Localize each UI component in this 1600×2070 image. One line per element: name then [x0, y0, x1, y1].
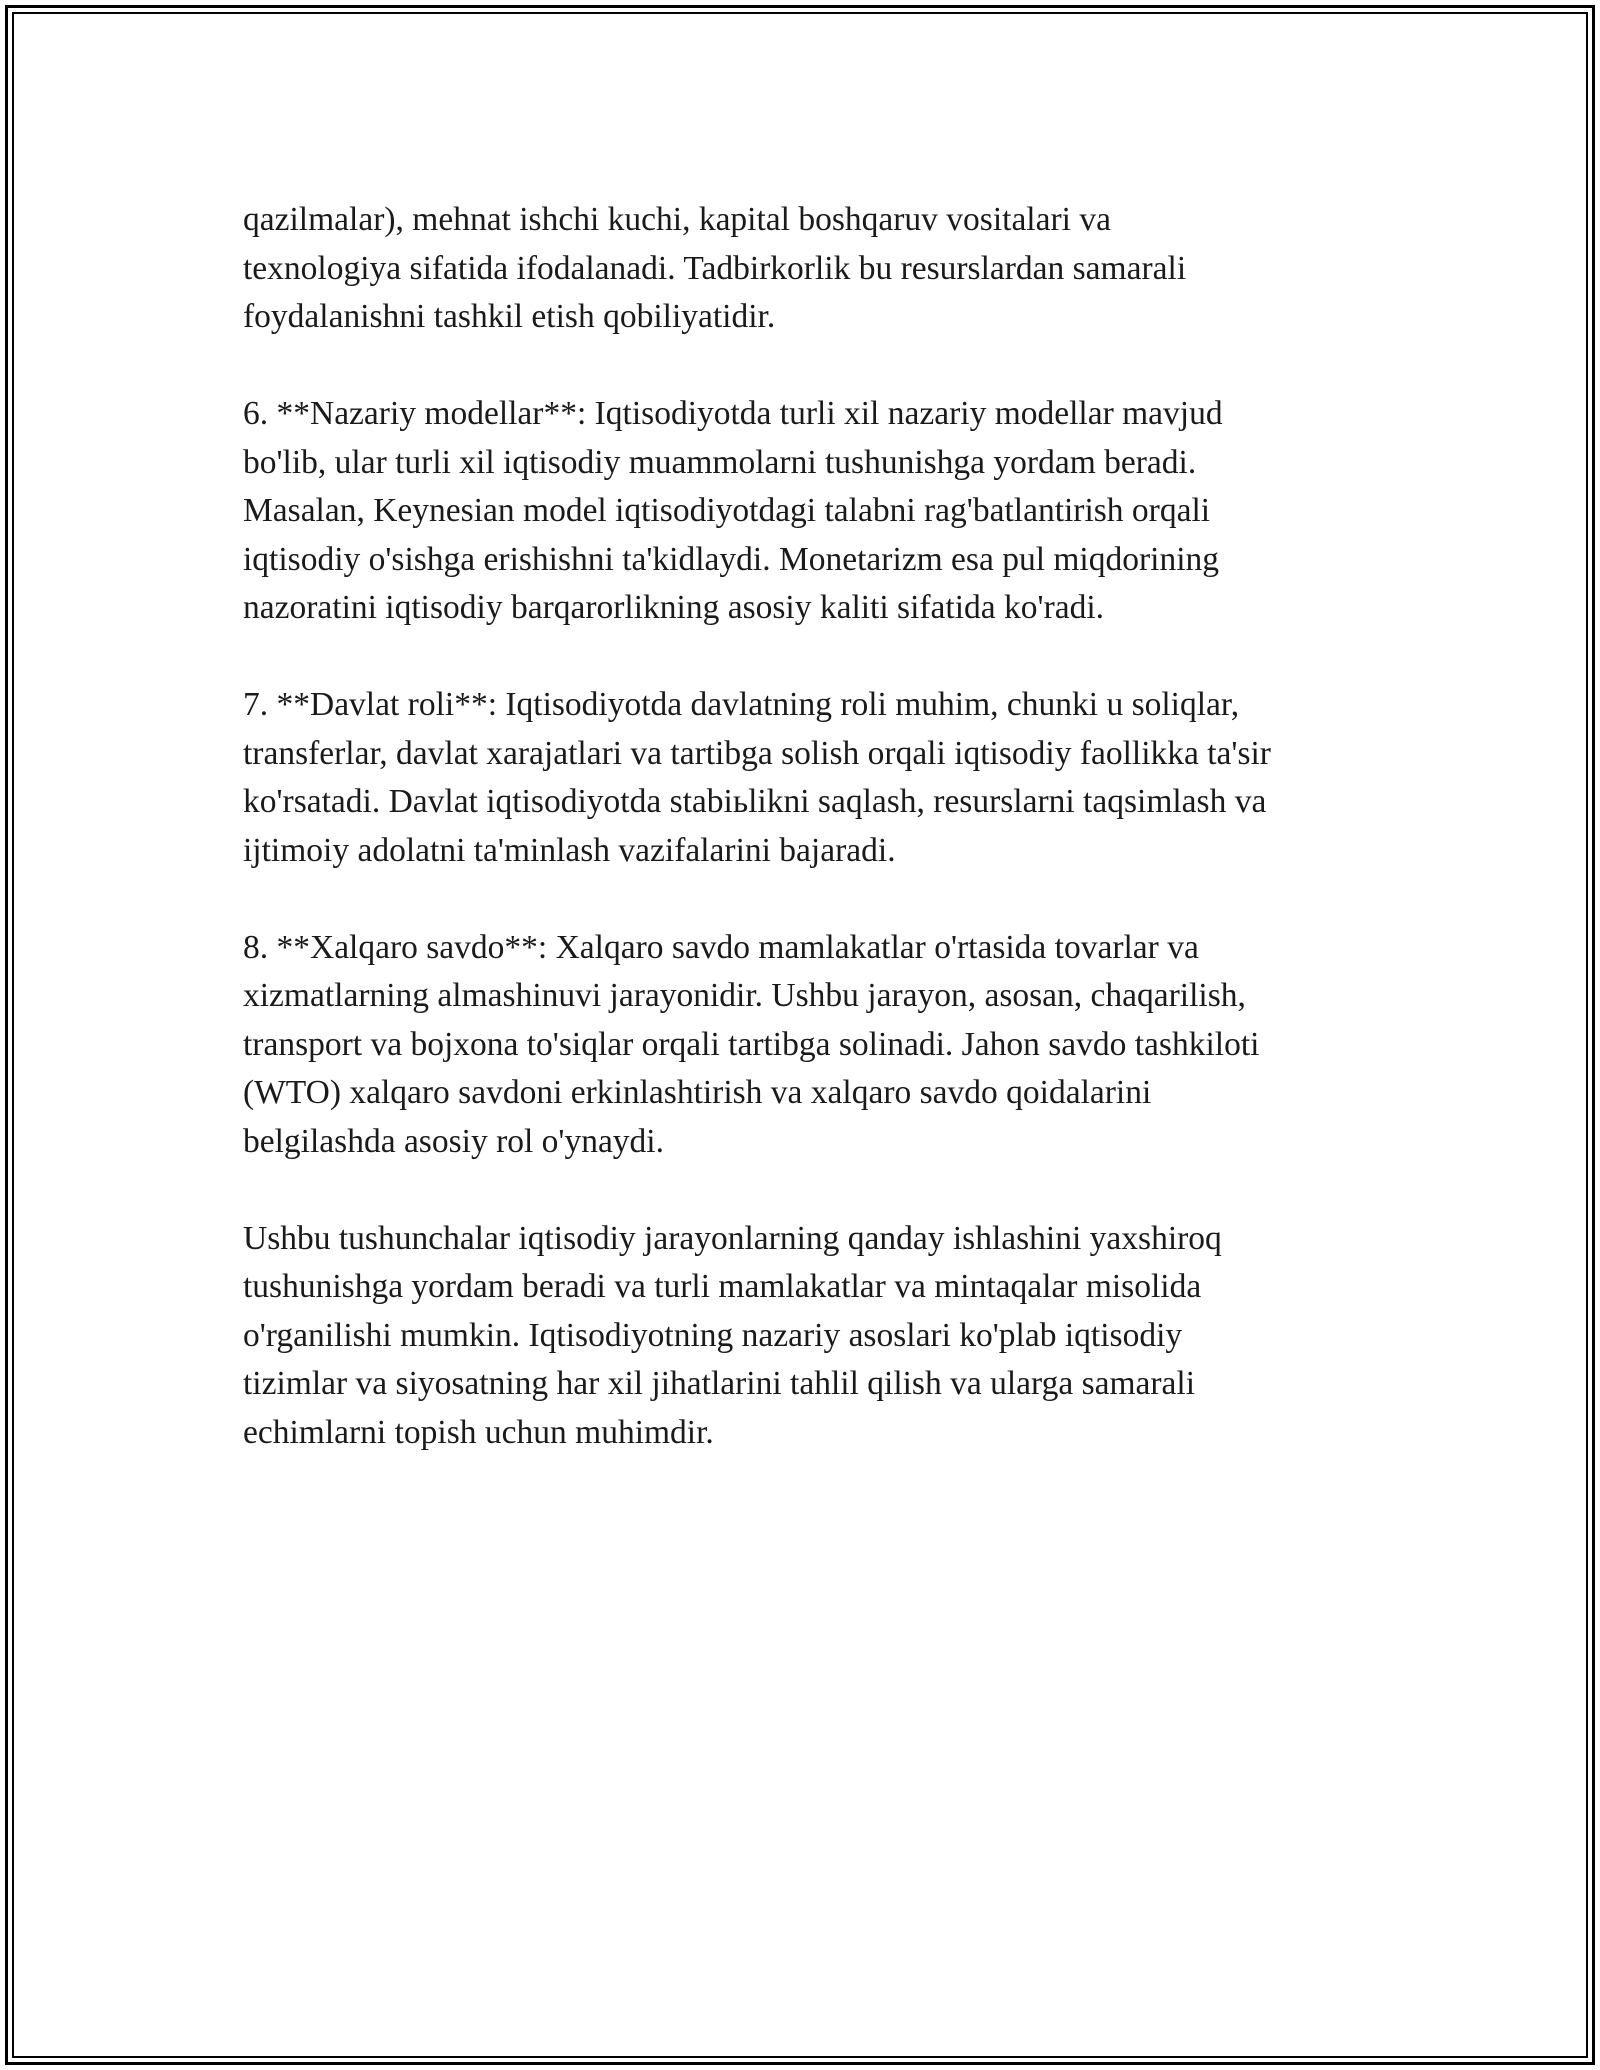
paragraph-theoretical-models: 6. **Nazariy modellar**: Iqtisodiyotda turli xil nazariy modellar mavjud bo'lib, ular turli xil iqtisodiy muammolarni tushunishga yordam beradi. Masalan, Keynesian model iqtisodiyotdagi talabni rag'batlantirish orqali iqtisodiy o'sishga erishishni ta'kidlaydi. Monetarizm esa pul miqdorining nazoratini iqtisodiy barqarorlikning asosiy kaliti sifatida ko'radi.	[243, 395, 1223, 626]
paragraph-state-role: 7. **Davlat roli**: Iqtisodiyotda davlatning roli muhim, chunki u soliqlar, transferlar, davlat xarajatlari va tartibga solish orqali iqtisodiy faollikka ta'sir ko'rsatadi. Davlat iqtisodiyotda stabiьlikni saqlash, resurslarni taqsimlash va ijtimoiy adolatni ta'minlash vazifalarini bajaradi.	[243, 686, 1271, 869]
paragraph-resources: qazilmalar), mehnat ishchi kuchi, kapital boshqaruv vositalari va texnologiya sifatida ifodalanadi. Tadbirkorlik bu resurslardan samarali foydalanishni tashkil etish qobiliyatidir.	[243, 201, 1187, 335]
page-frame	[5, 5, 1595, 2065]
paragraph-conclusion: Ushbu tushunchalar iqtisodiy jarayonlarning qanday ishlashini yaxshiroq tushunishga yordam beradi va turli mamlakatlar va mintaqalar misolida o'rganilishi mumkin. Iqtisodiyotning nazariy asoslari ko'plab iqtisodiy tizimlar va siyosatning har xil jihatlarini tahlil qilish va ularga samarali echimlarni topish uchun muhimdir.	[243, 1219, 1222, 1451]
document-body	[243, 196, 1393, 1506]
paragraph-international-trade: 8. **Xalqaro savdo**: Xalqaro savdo mamlakatlar o'rtasida tovarlar va xizmatlarning almashinuvi jarayonidir. Ushbu jarayon, asosan, chaqarilish, transport va bojxona to'siqlar orqali tartibga solinadi. Jahon savdo tashkiloti (WTO) xalqaro savdoni erkinlashtirish va xalqaro savdo qoidalarini belgilashda asosiy rol o'ynaydi.	[243, 928, 1260, 1160]
